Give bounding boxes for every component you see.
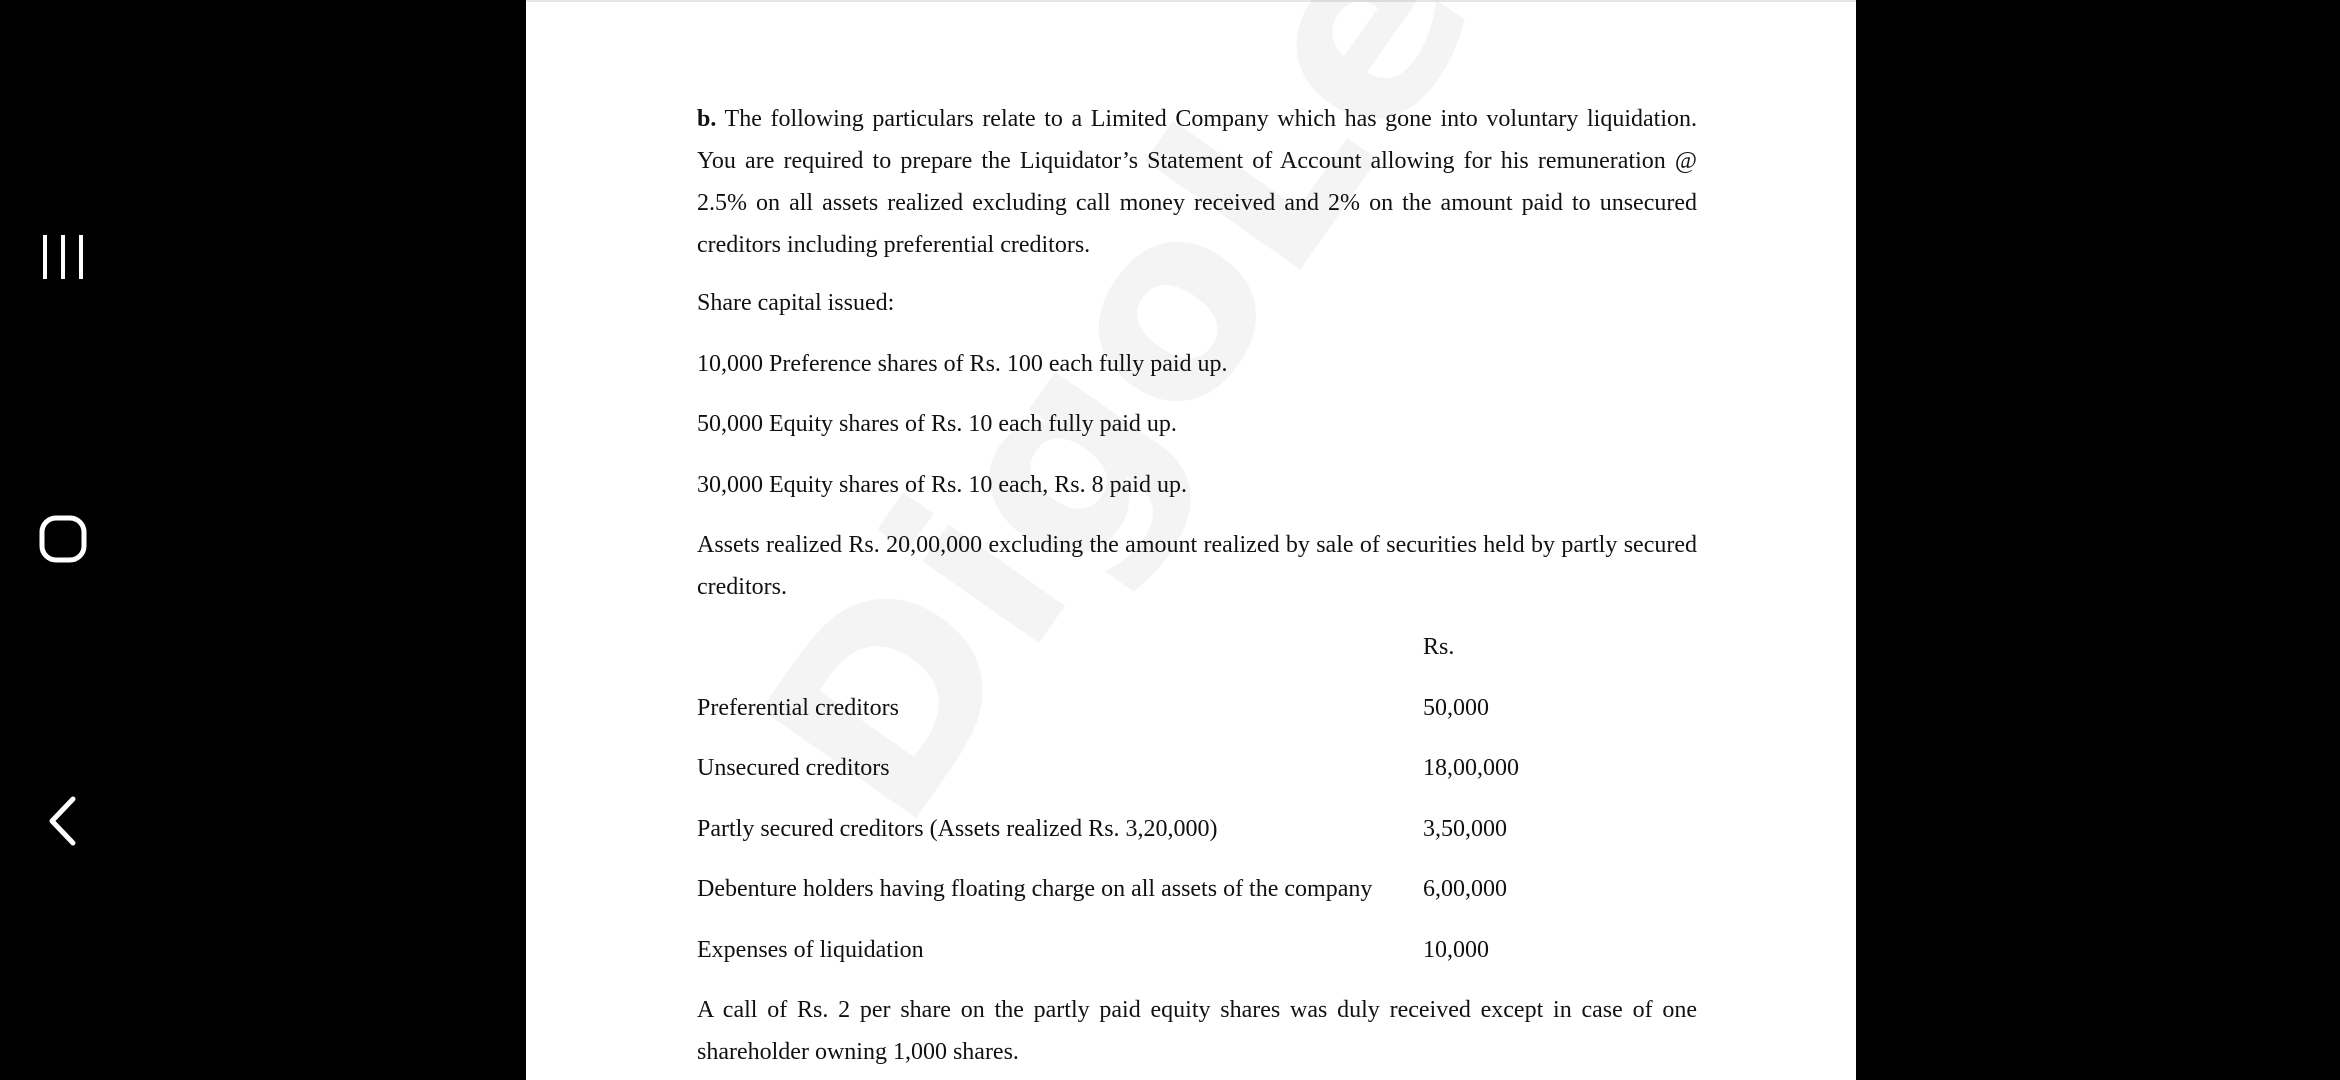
table-row (697, 929, 1697, 990)
share-line: 30,000 Equity shares of Rs. 10 each, Rs. 8 paid up. (697, 471, 1187, 498)
table-row (697, 687, 1697, 748)
row-label: Unsecured creditors (697, 755, 890, 781)
table-row (697, 747, 1697, 808)
document-page[interactable] (526, 0, 1856, 1080)
question-label: b. (697, 106, 717, 132)
question-text: The following particulars relate to a Limited Company which has gone into voluntary liquidation. You are required to prepare the Liquidator’s Statement of Account allowing for his remuneration @ 2.5% on all assets realized excluding call money received and 2% on the amount paid to unsecured creditors including preferential creditors. (697, 106, 1697, 258)
table-header-row (697, 626, 1697, 687)
home-button[interactable] (30, 506, 96, 572)
row-amount: 50,000 (1423, 694, 1489, 721)
row-label: Preferential creditors (697, 694, 899, 721)
share-capital-heading: Share capital issued: (697, 290, 895, 316)
back-button[interactable] (30, 788, 96, 854)
question-intro (697, 98, 1697, 266)
share-line: 50,000 Equity shares of Rs. 10 each fully paid up. (697, 411, 1177, 437)
row-amount: 10,000 (1423, 936, 1489, 963)
table-row (697, 868, 1697, 929)
document-content (697, 98, 1697, 1073)
navigation-bar (0, 0, 126, 1080)
row-label: Partly secured creditors (Assets realized Rs. 3,20,000) (697, 815, 1218, 842)
table-row (697, 808, 1697, 869)
row-label: Expenses of liquidation (697, 936, 924, 963)
currency-header: Rs. (1423, 634, 1455, 660)
row-amount: 18,00,000 (1423, 755, 1519, 781)
assets-text: Assets realized Rs. 20,00,000 excluding the amount realized by sale of securities held by partly secured creditors. (697, 532, 1697, 600)
row-label: Debenture holders having floating charge on all assets of the company (697, 876, 1373, 902)
page-top-edge (526, 0, 1856, 2)
home-icon (39, 515, 87, 563)
recents-icon (41, 233, 85, 281)
closing-text: A call of Rs. 2 per share on the partly paid equity shares was duly received except in case of one shareholder owning 1,000 shares. (697, 997, 1697, 1065)
recents-button[interactable] (30, 224, 96, 290)
share-line: 10,000 Preference shares of Rs. 100 each fully paid up. (697, 350, 1228, 377)
row-amount: 6,00,000 (1423, 876, 1507, 902)
row-amount: 3,50,000 (1423, 815, 1507, 842)
back-icon (47, 796, 79, 846)
